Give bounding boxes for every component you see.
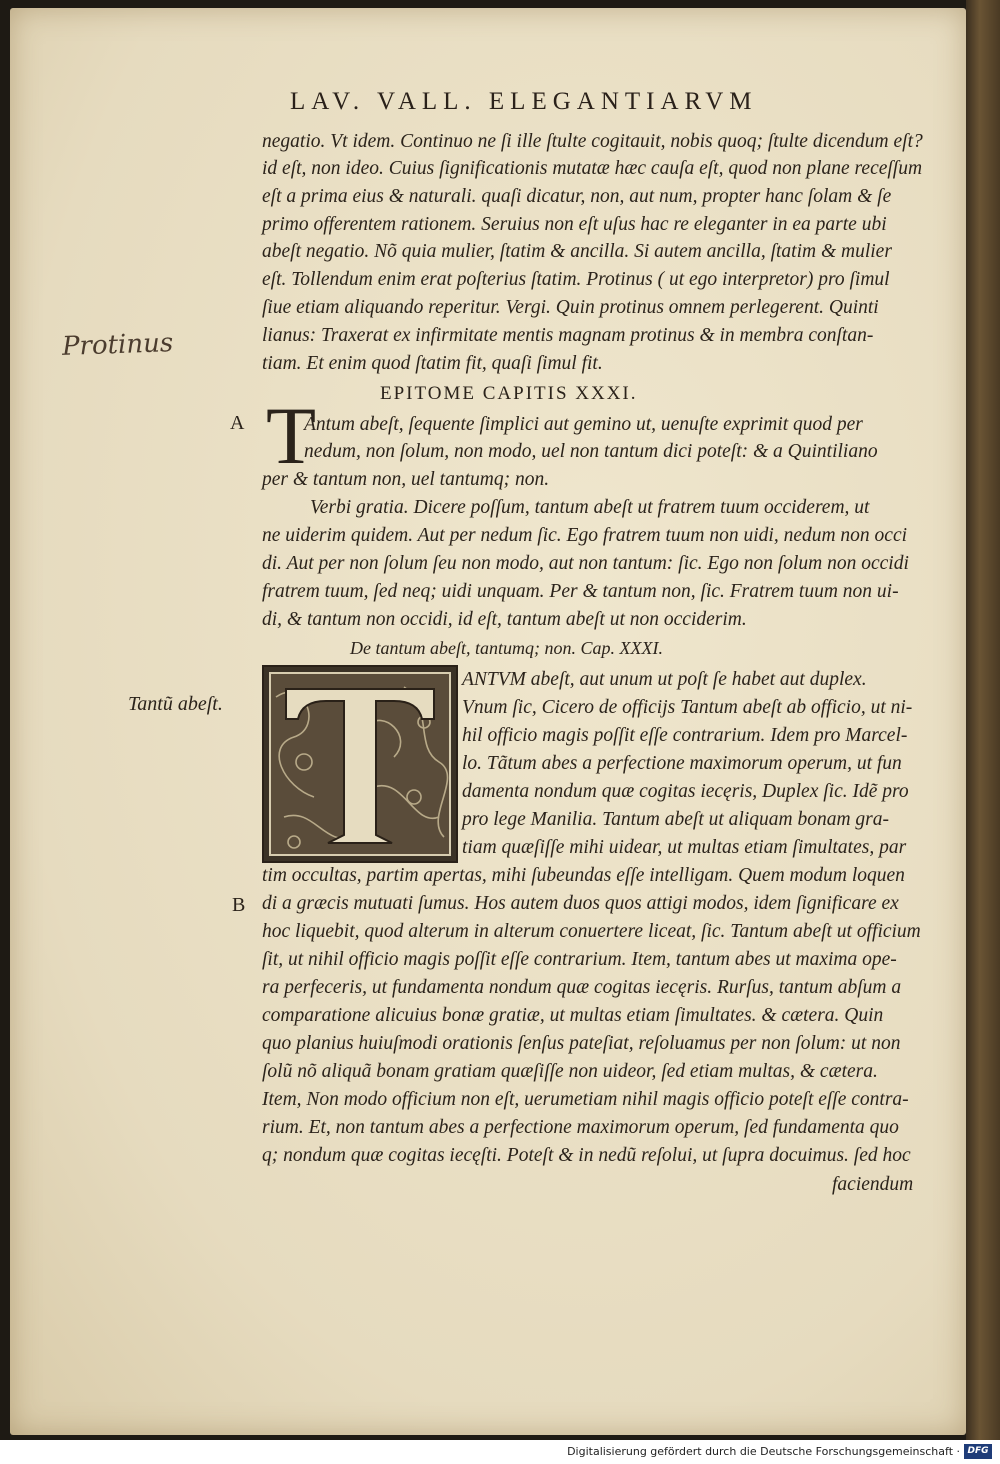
catchword: faciendum: [832, 1174, 914, 1195]
text-line: tiam quæſiſſe mihi uidear, ut multas etiam ſimultates, par: [462, 837, 907, 858]
text-line: ne uiderim quidem. Aut per nedum ſic. Ego fratrem tuum non uidi, nedum non occi: [262, 525, 908, 546]
text-line: q; nondum quæ cogitas iecęſti. Poteſt & in nedũ reſolui, ut ſupra docuimus. ſed hoc: [262, 1145, 911, 1166]
text-line: eſt. Tollendum enim erat poſterius ſtatim. Protinus ( ut ego interpretor) pro ſimul: [262, 269, 890, 290]
running-head: LAV. VALL. ELEGANTIARVM: [290, 88, 758, 115]
text-line: tiam. Et enim quod ſtatim fit, quaſi ſimul fit.: [262, 353, 603, 374]
text-line: tim occultas, partim apertas, mihi ſubeundas eſſe intelligam. Quem modum loquen: [262, 865, 905, 886]
text-line: id eſt, non ideo. Cuius ſignificationis mutatæ hæc cauſa eſt, quod non plane receſſum: [262, 158, 923, 179]
text-line: rium. Et, non tantum abes a perfectione maximorum operum, ſed fundamenta quo: [262, 1117, 899, 1138]
epitome-heading: EPITOME CAPITIS XXXI.: [380, 383, 638, 404]
section-marker-b: B: [232, 894, 246, 916]
text-line: di a græcis mutuati ſumus. Hos autem duos quos attigi modos, idem ſignificare ex: [262, 893, 899, 914]
text-line: Item, Non modo officium non eſt, uerumetiam nihil magis officio poteſt eſſe contra-: [262, 1089, 909, 1110]
footer-credit: Digitalisierung gefördert durch die Deutsche Forschungsgemeinschaft ·: [567, 1445, 960, 1458]
text-line: nedum, non ſolum, non modo, uel non tantum dici poteſt: & a Quintiliano: [304, 441, 878, 462]
woodcut-initial: [262, 665, 458, 863]
text-line: lo. Tãtum abes a perfectione maximorum operum, ut fun: [462, 753, 902, 774]
text-line: di, & tantum non occidi, id eſt, tantum abeſt ut non occiderim.: [262, 609, 747, 630]
text-line: hoc liquebit, quod alterum in alterum conuertere liceat, ſic. Tantum abeſt ut officium: [262, 921, 921, 942]
text-line: eſt a prima eius & naturali. quaſi dicatur, non, aut num, propter hanc ſolam & ſe: [262, 186, 892, 207]
book-binding-edge: [966, 0, 1000, 1440]
text-line: pro lege Manilia. Tantum abeſt ut aliquam bonam gra-: [462, 809, 890, 830]
text-line: abeſt negatio. Nõ quia mulier, ſtatim & ancilla. Si autem ancilla, ſtatim & mulier: [262, 241, 892, 262]
handwritten-margin-note: Protinus: [61, 328, 174, 362]
text-line: hil officio magis poſſit eſſe contrarium. Idem pro Marcel-: [462, 725, 908, 746]
text-line: ANTVM abeſt, aut unum ut poſt ſe habet aut duplex.: [462, 669, 867, 690]
text-line: per & tantum non, uel tantumq; non.: [262, 469, 550, 490]
dfg-logo: DFG: [964, 1444, 992, 1459]
text-line: Verbi gratia. Dicere poſſum, tantum abeſt ut fratrem tuum occiderem, ut: [310, 497, 870, 518]
text-line: comparatione alicuius bonæ gratiæ, ut multas etiam ſimultates. & cætera. Quin: [262, 1005, 884, 1026]
text-line: primo offerentem rationem. Seruius non eſt uſus hac re eleganter in ea parte ubi: [262, 214, 887, 235]
text-line: ſiue etiam aliquando reperitur. Vergi. Quin protinus omnem perlegerent. Quinti: [262, 297, 879, 318]
section-marker-a: A: [230, 412, 245, 434]
woodcut-ornament: [264, 667, 456, 861]
margin-note-tantum: Tantũ abeſt.: [128, 693, 223, 715]
text-line: negatio. Vt idem. Continuo ne ſi ille ſtulte cogitauit, nobis quoq; ſtulte dicendum eſt?: [262, 131, 923, 152]
text-line: fratrem tuum, ſed neq; uidi unquam. Per & tantum non, ſic. Fratrem tuum non ui-: [262, 581, 899, 602]
epitome-dropcap: T: [266, 390, 317, 481]
text-line: damenta nondum quæ cogitas iecęris, Duplex ſic. Idẽ pro: [462, 781, 909, 802]
text-line: quo planius huiuſmodi orationis ſenſus pateſiat, reſoluamus per non ſolum: ut non: [262, 1033, 901, 1054]
chapter-heading: De tantum abeſt, tantumq; non. Cap. XXXI.: [350, 638, 663, 658]
footer-bar: [0, 1440, 1000, 1464]
text-line: Antum abeſt, ſequente ſimplici aut gemino ut, uenuſte exprimit quod per: [304, 414, 863, 435]
text-line: di. Aut per non ſolum ſeu non modo, aut non tantum: ſic. Ego non ſolum non occidi: [262, 553, 909, 574]
text-line: ſolũ nõ aliquã bonam gratiam quæſiſſe non uideor, ſed etiam multas, & cætera.: [262, 1061, 878, 1082]
text-line: ra perfeceris, ut fundamenta nondum quæ cogitas iecęris. Rurſus, tantum abſum a: [262, 977, 902, 998]
text-line: Vnum ſic, Cicero de officijs Tantum abeſt ab officio, ut ni-: [462, 697, 913, 718]
text-line: lianus: Traxerat ex infirmitate mentis magnam protinus & in membra conſtan-: [262, 325, 874, 346]
text-line: ſit, ut nihil officio magis poſſit eſſe contrarium. Item, tantum abes ut maxima ope-: [262, 949, 897, 970]
